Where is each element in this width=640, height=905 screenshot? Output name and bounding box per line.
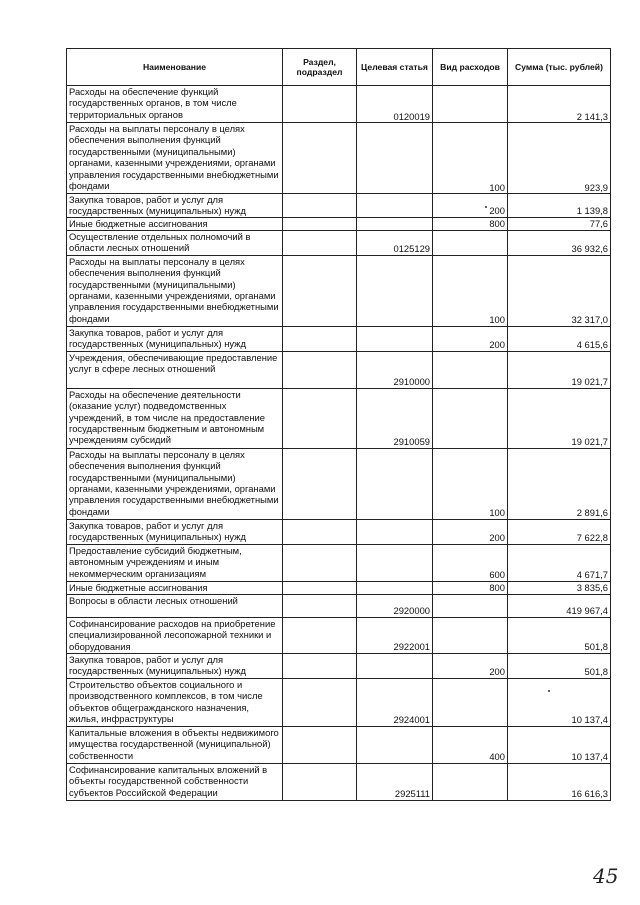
row-sum: 16 616,3 bbox=[508, 763, 611, 800]
row-sum: 3 835,6 bbox=[508, 581, 611, 594]
table-header-row bbox=[67, 49, 611, 86]
row-section bbox=[283, 230, 357, 255]
table-row bbox=[67, 519, 611, 544]
table-row bbox=[67, 763, 611, 800]
row-section bbox=[283, 326, 357, 351]
row-kind bbox=[433, 763, 508, 800]
row-section bbox=[283, 653, 357, 678]
row-sum: 2 141,3 bbox=[508, 86, 611, 123]
table-row bbox=[67, 255, 611, 326]
table-row bbox=[67, 617, 611, 653]
row-name: Софинансирование капитальных вложений в объекты государственной собственности субъектов Российской Федерации bbox=[67, 763, 283, 800]
row-kind: 100 bbox=[433, 255, 508, 326]
row-name: Расходы на выплаты персоналу в целях обеспечения выполнения функций государственными (муниципальными) органами, казенными учреждениями, органами управления государственными внебюджетными фондами bbox=[67, 448, 283, 519]
table-row bbox=[67, 544, 611, 581]
row-target: 0125129 bbox=[357, 230, 433, 255]
row-section bbox=[283, 594, 357, 617]
row-target bbox=[357, 726, 433, 763]
row-section bbox=[283, 217, 357, 230]
row-name: Закупка товаров, работ и услуг для государственных (муниципальных) нужд bbox=[67, 326, 283, 351]
row-name: Предоставление субсидий бюджетным, автономным учреждениям и иным некоммерческим организациям bbox=[67, 544, 283, 581]
row-target: 2910059 bbox=[357, 388, 433, 448]
scan-speck bbox=[548, 690, 550, 692]
budget-table bbox=[66, 48, 611, 801]
row-target bbox=[357, 544, 433, 581]
header-target: Целевая статья bbox=[357, 49, 433, 86]
row-target bbox=[357, 326, 433, 351]
row-kind: 200 bbox=[433, 194, 508, 218]
row-sum: 4 615,6 bbox=[508, 326, 611, 351]
table-row bbox=[67, 326, 611, 351]
row-target bbox=[357, 581, 433, 594]
row-sum: 4 671,7 bbox=[508, 544, 611, 581]
row-name: Расходы на выплаты персоналу в целях обеспечения выполнения функций государственными (муниципальными) органами, казенными учреждениями, органами управления государственными внебюджетными фондами bbox=[67, 123, 283, 194]
table-row bbox=[67, 194, 611, 218]
table-row bbox=[67, 86, 611, 123]
page-number: 45 bbox=[593, 864, 619, 888]
row-kind: 100 bbox=[433, 448, 508, 519]
scan-speck bbox=[485, 206, 487, 208]
row-kind: 600 bbox=[433, 544, 508, 581]
table-row bbox=[67, 581, 611, 594]
row-section bbox=[283, 678, 357, 726]
table-body bbox=[67, 86, 611, 801]
row-name: Софинансирование расходов на приобретение специализированной лесопожарной техники и оборудования bbox=[67, 617, 283, 653]
header-sum: Сумма (тыс. рублей) bbox=[508, 49, 611, 86]
row-sum: 36 932,6 bbox=[508, 230, 611, 255]
row-target bbox=[357, 217, 433, 230]
row-sum: 19 021,7 bbox=[508, 351, 611, 388]
row-section bbox=[283, 763, 357, 800]
row-section bbox=[283, 544, 357, 581]
row-target: 2920000 bbox=[357, 594, 433, 617]
row-sum: 32 317,0 bbox=[508, 255, 611, 326]
header-name: Наименование bbox=[67, 49, 283, 86]
row-sum: 2 891,6 bbox=[508, 448, 611, 519]
row-kind: 200 bbox=[433, 653, 508, 678]
row-section bbox=[283, 194, 357, 218]
row-target: 2924001 bbox=[357, 678, 433, 726]
table-row bbox=[67, 388, 611, 448]
row-section bbox=[283, 448, 357, 519]
row-target bbox=[357, 448, 433, 519]
row-section bbox=[283, 255, 357, 326]
row-kind: 800 bbox=[433, 217, 508, 230]
table-row bbox=[67, 230, 611, 255]
table-row bbox=[67, 678, 611, 726]
row-target: 2925111 bbox=[357, 763, 433, 800]
row-sum: 10 137,4 bbox=[508, 726, 611, 763]
row-sum: 19 021,7 bbox=[508, 388, 611, 448]
row-sum: 501,8 bbox=[508, 617, 611, 653]
row-kind: 400 bbox=[433, 726, 508, 763]
row-name: Иные бюджетные ассигнования bbox=[67, 581, 283, 594]
row-kind bbox=[433, 594, 508, 617]
row-sum: 77,6 bbox=[508, 217, 611, 230]
row-name: Расходы на выплаты персоналу в целях обеспечения выполнения функций государственными (муниципальными) органами, казенными учреждениями, органами управления государственными внебюджетными фондами bbox=[67, 255, 283, 326]
row-kind bbox=[433, 388, 508, 448]
row-kind bbox=[433, 351, 508, 388]
row-section bbox=[283, 726, 357, 763]
row-name: Вопросы в области лесных отношений bbox=[67, 594, 283, 617]
row-sum: 419 967,4 bbox=[508, 594, 611, 617]
row-target bbox=[357, 519, 433, 544]
row-section bbox=[283, 581, 357, 594]
row-target bbox=[357, 123, 433, 194]
row-sum: 923,9 bbox=[508, 123, 611, 194]
row-name: Расходы на обеспечение деятельности (оказание услуг) подведомственных учреждений, в том числе на предоставление государственным бюджетным и автономным учреждениям субсидий bbox=[67, 388, 283, 448]
row-kind: 100 bbox=[433, 123, 508, 194]
row-kind bbox=[433, 617, 508, 653]
table-row bbox=[67, 123, 611, 194]
row-target: 2922001 bbox=[357, 617, 433, 653]
row-kind: 200 bbox=[433, 326, 508, 351]
table-row bbox=[67, 217, 611, 230]
header-kind: Вид расходов bbox=[433, 49, 508, 86]
row-name: Расходы на обеспечение функций государственных органов, в том числе территориальных органов bbox=[67, 86, 283, 123]
row-name: Иные бюджетные ассигнования bbox=[67, 217, 283, 230]
row-kind: 800 bbox=[433, 581, 508, 594]
row-section bbox=[283, 519, 357, 544]
table-row bbox=[67, 594, 611, 617]
row-section bbox=[283, 86, 357, 123]
row-name: Осуществление отдельных полномочий в области лесных отношений bbox=[67, 230, 283, 255]
row-sum: 10 137,4 bbox=[508, 678, 611, 726]
row-section bbox=[283, 388, 357, 448]
row-name: Закупка товаров, работ и услуг для государственных (муниципальных) нужд bbox=[67, 653, 283, 678]
row-name: Учреждения, обеспечивающие предоставление услуг в сфере лесных отношений bbox=[67, 351, 283, 388]
row-target bbox=[357, 255, 433, 326]
row-name: Закупка товаров, работ и услуг для государственных (муниципальных) нужд bbox=[67, 519, 283, 544]
row-kind bbox=[433, 230, 508, 255]
row-sum: 501,8 bbox=[508, 653, 611, 678]
row-target: 2910000 bbox=[357, 351, 433, 388]
row-sum: 7 622,8 bbox=[508, 519, 611, 544]
row-section bbox=[283, 617, 357, 653]
row-sum: 1 139,8 bbox=[508, 194, 611, 218]
row-section bbox=[283, 351, 357, 388]
row-target: 0120019 bbox=[357, 86, 433, 123]
header-section: Раздел, подраздел bbox=[283, 49, 357, 86]
row-target bbox=[357, 194, 433, 218]
table-row bbox=[67, 653, 611, 678]
row-target bbox=[357, 653, 433, 678]
row-kind bbox=[433, 678, 508, 726]
row-kind bbox=[433, 86, 508, 123]
row-kind: 200 bbox=[433, 519, 508, 544]
table-row bbox=[67, 726, 611, 763]
row-name: Закупка товаров, работ и услуг для государственных (муниципальных) нужд bbox=[67, 194, 283, 218]
row-name: Строительство объектов социального и производственного комплексов, в том числе объектов общегражданского назначения, жилья, инфраструктуры bbox=[67, 678, 283, 726]
table-row bbox=[67, 448, 611, 519]
row-name: Капитальные вложения в объекты недвижимого имущества государственной (муниципальной) собственности bbox=[67, 726, 283, 763]
table-row bbox=[67, 351, 611, 388]
row-section bbox=[283, 123, 357, 194]
